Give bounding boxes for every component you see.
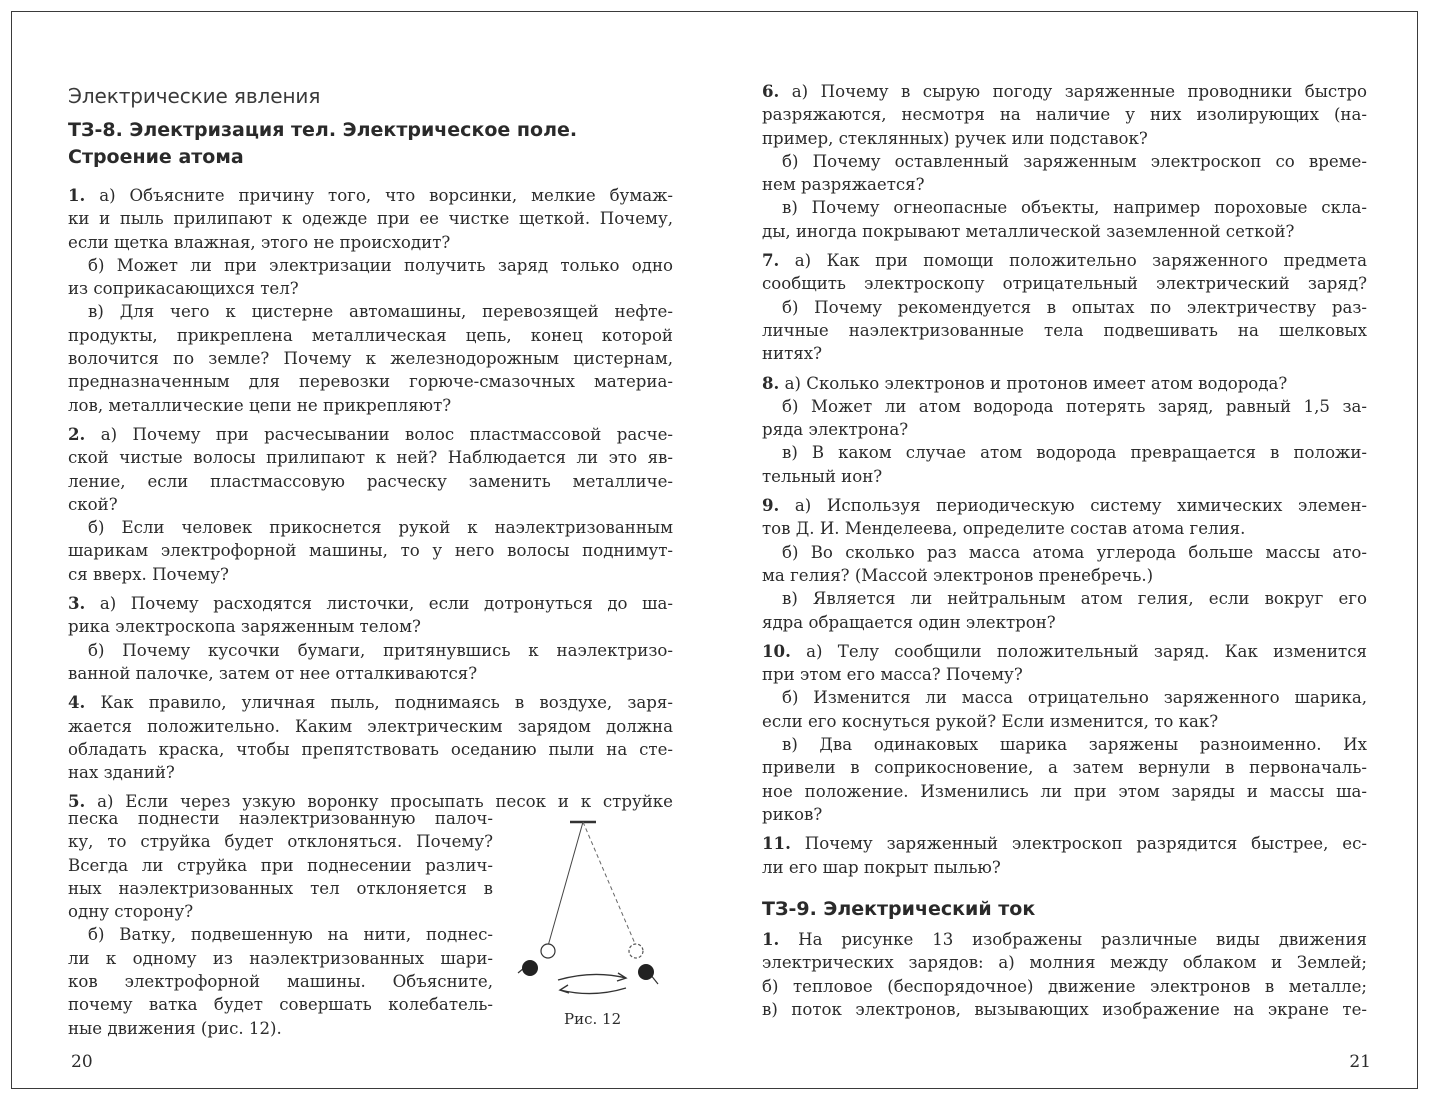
- line-text: б) Почему оставленный заряженным электроскоп со време-: [782, 151, 1367, 171]
- text-line: [762, 249, 1367, 272]
- question-number: 1.: [68, 185, 86, 205]
- text-line: [762, 803, 1367, 826]
- section-title-line: Строение атома: [68, 146, 244, 168]
- text-line: [68, 539, 673, 562]
- text-line: [762, 441, 1367, 464]
- line-text: а) Почему расходятся листочки, если дотронуться до ша-: [85, 594, 673, 614]
- text-line: [762, 564, 1367, 587]
- text-line: [68, 563, 673, 586]
- text-line: [68, 830, 493, 853]
- line-text: нем разряжается?: [762, 175, 925, 195]
- line-text: если щетка влажная, этого не происходит?: [68, 232, 451, 252]
- line-text: нитях?: [762, 344, 823, 364]
- text-line: [68, 877, 493, 900]
- line-text: ды, иногда покрывают металлической заземленной сеткой?: [762, 221, 1295, 241]
- text-line: [68, 423, 673, 446]
- line-text: продукты, прикреплена металлическая цепь, конец которой: [68, 325, 673, 345]
- line-text: в) Для чего к цистерне автомашины, перевозящей нефте-: [88, 302, 673, 322]
- text-line: [68, 900, 493, 923]
- line-text: а) Телу сообщили положительный заряд. Как изменится: [790, 641, 1367, 661]
- text-line: [762, 173, 1367, 196]
- line-text: почему ватка будет совершать колебатель-: [68, 995, 493, 1015]
- question-number: 5.: [68, 791, 86, 812]
- line-text: личные наэлектризованные тела подвешивать на шелковых: [762, 320, 1367, 340]
- line-text: в) поток электронов, вызывающих изображение на экране те-: [762, 999, 1367, 1019]
- line-text: ской?: [68, 494, 118, 514]
- line-text: Всегда ли струйка при поднесении различ-: [68, 855, 493, 875]
- line-text: б) Во сколько раз масса атома углерода больше массы ато-: [782, 542, 1367, 562]
- line-text: а) Объясните причину того, что ворсинки, мелкие бумаж-: [85, 186, 673, 205]
- text-line: [68, 470, 673, 493]
- text-line: [762, 103, 1367, 126]
- text-line: [762, 832, 1367, 855]
- question-number: 6.: [762, 81, 780, 101]
- line-text: б) Почему рекомендуется в опытах по электричеству раз-: [782, 297, 1367, 317]
- section-title-tz9: ТЗ-9. Электрический ток: [762, 898, 1036, 920]
- running-head: Электрические явления: [68, 84, 321, 108]
- line-text: при этом его масса? Почему?: [762, 665, 1023, 685]
- text-line: [762, 611, 1367, 634]
- text-line: [68, 324, 673, 347]
- line-text: песка поднести наэлектризованную палоч-: [68, 809, 493, 828]
- text-line: [762, 272, 1367, 295]
- text-line: [68, 854, 493, 877]
- figure-12-pendulum: [508, 818, 668, 998]
- text-line: [68, 394, 673, 417]
- line-text: ядра обращается один электрон?: [762, 612, 1056, 632]
- question-number: 4.: [68, 692, 86, 713]
- line-text: сообщить электроскопу отрицательный электрический заряд?: [762, 274, 1367, 294]
- line-text: ных наэлектризованных тел отклоняется в: [68, 878, 493, 898]
- line-text: ки и пыль прилипают к одежде при ее чистке щеткой. Почему,: [68, 209, 673, 229]
- line-text: рика электроскопа заряженным телом?: [68, 617, 421, 637]
- figure-caption: Рис. 12: [564, 1010, 622, 1028]
- text-line: [762, 640, 1367, 663]
- line-text: ление, если пластмассовую расческу заменить металличе-: [68, 471, 673, 491]
- text-line: [762, 296, 1367, 319]
- line-text: лов, металлические цепи не прикрепляют?: [68, 395, 452, 415]
- text-line: [762, 541, 1367, 564]
- text-line: [68, 592, 673, 615]
- text-line: [762, 220, 1367, 243]
- text-line: [762, 196, 1367, 219]
- text-line: [762, 319, 1367, 342]
- text-line: [762, 395, 1367, 418]
- line-text: а) Сколько электронов и протонов имеет атом водорода?: [779, 373, 1288, 393]
- question-number: 9.: [762, 495, 780, 516]
- left-body-text-narrow: [68, 807, 493, 1040]
- text-line: [762, 686, 1367, 709]
- text-line: [68, 446, 673, 469]
- page-number-right: 21: [1349, 1052, 1371, 1072]
- question-number: 1.: [762, 929, 780, 949]
- line-text: обладать краска, чтобы препятствовать оседанию пыли на сте-: [68, 739, 673, 759]
- text-line: [68, 738, 673, 761]
- line-text: ли его шар покрыт пылью?: [762, 857, 1001, 877]
- text-line: [68, 516, 673, 539]
- line-text: б) Почему кусочки бумаги, притянувшись к наэлектризо-: [88, 640, 673, 660]
- section-title-tz8: [68, 117, 577, 171]
- text-line: [68, 231, 673, 254]
- line-text: ков электрофорной машины. Объясните,: [68, 972, 493, 992]
- question-number: 7.: [762, 250, 780, 271]
- text-line: [68, 300, 673, 323]
- text-line: [68, 347, 673, 370]
- line-text: предназначенным для перевозки горюче-смазочных материа-: [68, 372, 673, 392]
- line-text: ное положение. Изменились ли при этом заряды и массы ша-: [762, 781, 1367, 801]
- line-text: нах зданий?: [68, 763, 175, 783]
- line-text: а) Если через узкую воронку просыпать песок и к струйке: [85, 792, 673, 812]
- text-line: [762, 342, 1367, 365]
- text-line: [68, 370, 673, 393]
- book-spread: [11, 11, 1418, 1089]
- text-line: [762, 150, 1367, 173]
- text-line: [68, 277, 673, 300]
- line-text: тельный ион?: [762, 466, 883, 486]
- text-line: [762, 663, 1367, 686]
- line-text: а) Почему в сырую погоду заряженные проводники быстро: [779, 82, 1367, 101]
- line-text: Почему заряженный электроскоп разрядится быстрее, ес-: [790, 834, 1367, 854]
- line-text: в) В каком случае атом водорода превращается в положи-: [782, 443, 1367, 463]
- text-line: [762, 372, 1367, 395]
- text-line: [68, 807, 493, 830]
- question-number: 8.: [762, 372, 780, 393]
- text-line: [762, 587, 1367, 610]
- right-body-text-2: [762, 928, 1367, 1021]
- line-text: а) Как при помощи положительно заряженного предмета: [779, 251, 1367, 271]
- question-number: 11.: [762, 833, 791, 854]
- text-line: [762, 517, 1367, 540]
- text-line: [68, 715, 673, 738]
- line-text: б) Может ли при электризации получить заряд только одно: [88, 255, 673, 275]
- line-text: риков?: [762, 804, 823, 824]
- text-line: [68, 184, 673, 207]
- text-line: [762, 733, 1367, 756]
- text-line: [762, 494, 1367, 517]
- text-line: [762, 465, 1367, 488]
- text-line: [762, 975, 1367, 998]
- text-line: [68, 254, 673, 277]
- line-text: в) Почему огнеопасные объекты, например пороховые скла-: [782, 198, 1367, 218]
- line-text: жается положительно. Каким электрическим зарядом должна: [68, 716, 673, 736]
- line-text: волочится по земле? Почему к железнодорожным цистернам,: [68, 349, 673, 369]
- text-line: [762, 928, 1367, 951]
- text-line: [762, 710, 1367, 733]
- line-text: из соприкасающихся тел?: [68, 279, 299, 299]
- line-text: На рисунке 13 изображены различные виды движения: [779, 930, 1367, 949]
- text-line: [68, 662, 673, 685]
- line-text: ряда электрона?: [762, 420, 909, 440]
- text-line: [68, 207, 673, 230]
- line-text: а) Используя периодическую систему химических элемен-: [779, 496, 1367, 516]
- text-line: [68, 993, 493, 1016]
- line-text: в) Является ли нейтральным атом гелия, если вокруг его: [782, 589, 1367, 609]
- text-line: [68, 947, 493, 970]
- text-line: [68, 615, 673, 638]
- text-line: [68, 970, 493, 993]
- text-line: [762, 856, 1367, 879]
- page-number-left: 20: [71, 1052, 93, 1072]
- text-line: [762, 127, 1367, 150]
- line-text: б) Если человек прикоснется рукой к наэлектризованным: [88, 518, 673, 538]
- text-line: [68, 639, 673, 662]
- line-text: б) Изменится ли масса отрицательно заряженного шарика,: [782, 688, 1367, 708]
- line-text: электрических зарядов: а) молния между облаком и Землей;: [762, 953, 1367, 973]
- line-text: б) Ватку, подвешенную на нити, поднес-: [88, 925, 493, 945]
- text-line: [68, 493, 673, 516]
- line-text: тов Д. И. Менделеева, определите состав атома гелия.: [762, 519, 1246, 539]
- line-text: б) тепловое (беспорядочное) движение электронов в металле;: [762, 976, 1367, 996]
- text-line: [762, 756, 1367, 779]
- line-text: привели в соприкосновение, а затем вернули в первоначаль-: [762, 758, 1367, 778]
- line-text: ванной палочке, затем от нее отталкиваются?: [68, 663, 478, 683]
- line-text: разряжаются, несмотря на наличие у них изолирующих (на-: [762, 105, 1367, 125]
- text-line: [762, 951, 1367, 974]
- right-body-text: [762, 80, 1367, 879]
- text-line: [762, 80, 1367, 103]
- line-text: Как правило, уличная пыль, поднимаясь в воздухе, заря-: [85, 693, 673, 713]
- question-number: 2.: [68, 423, 86, 444]
- line-text: ся вверх. Почему?: [68, 564, 229, 584]
- text-line: [762, 780, 1367, 803]
- line-text: если его коснуться рукой? Если изменится, то как?: [762, 711, 1219, 731]
- line-text: ской чистые волосы прилипают к ней? Наблюдается ли это яв-: [68, 448, 673, 468]
- line-text: ма гелия? (Массой электронов пренебречь.): [762, 565, 1154, 585]
- line-text: в) Два одинаковых шарика заряжены разноименно. Их: [782, 735, 1367, 755]
- line-text: а) Почему при расчесывании волос пластмассовой расче-: [85, 424, 673, 444]
- line-text: б) Может ли атом водорода потерять заряд, равный 1,5 за-: [782, 396, 1367, 416]
- line-text: пример, стеклянных) ручек или подставок?: [762, 128, 1148, 148]
- text-line: [762, 418, 1367, 441]
- question-number: 10.: [762, 640, 791, 661]
- line-text: шарикам электрофорной машины, то у него волосы поднимут-: [68, 541, 673, 561]
- text-line: [68, 1017, 493, 1040]
- line-text: ку, то струйка будет отклоняться. Почему?: [68, 832, 493, 852]
- left-body-text: [68, 184, 673, 814]
- text-line: [68, 923, 493, 946]
- text-line: [68, 691, 673, 714]
- question-number: 3.: [68, 593, 86, 614]
- section-title-line: ТЗ-8. Электризация тел. Электрическое поле.: [68, 119, 578, 141]
- line-text: одну сторону?: [68, 902, 194, 922]
- line-text: ные движения (рис. 12).: [68, 1018, 282, 1038]
- text-line: [68, 761, 673, 784]
- line-text: ли к одному из наэлектризованных шари-: [68, 948, 493, 968]
- text-line: [762, 998, 1367, 1021]
